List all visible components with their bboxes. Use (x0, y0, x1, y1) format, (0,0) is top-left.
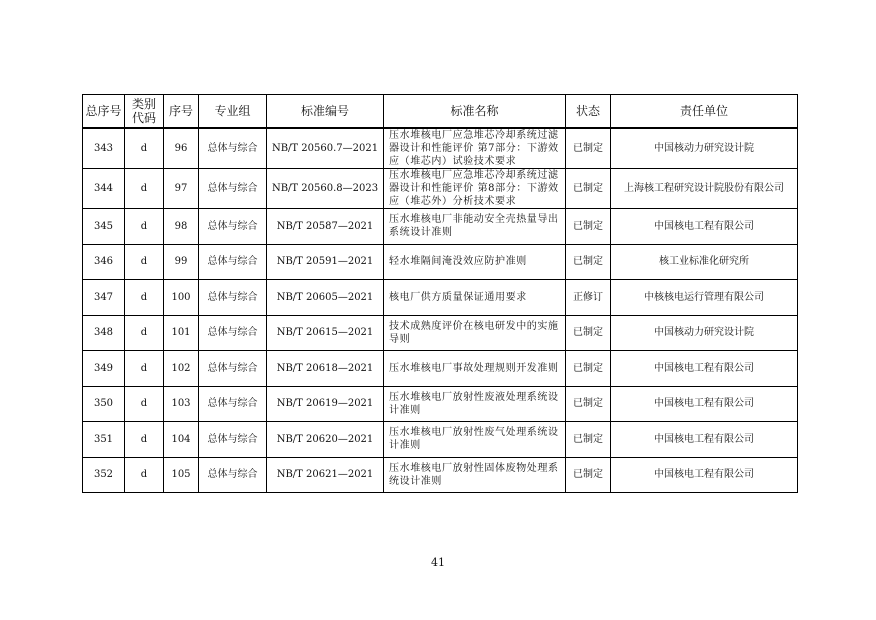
header-group: 专业组 (199, 95, 267, 129)
cell-seq-no: 99 (164, 244, 199, 280)
cell-status: 已制定 (566, 315, 611, 351)
cell-responsible-unit: 核工业标准化研究所 (611, 244, 798, 280)
cell-responsible-unit: 中国核电工程有限公司 (611, 351, 798, 387)
cell-responsible-unit: 上海核工程研究设计院股份有限公司 (611, 169, 798, 209)
cell-standard-no: NB/T 20620—2021 (267, 422, 384, 458)
cell-status: 已制定 (566, 169, 611, 209)
cell-responsible-unit: 中国核动力研究设计院 (611, 315, 798, 351)
cell-seq-no: 100 (164, 280, 199, 316)
header-status: 状态 (566, 95, 611, 129)
cell-standard-no: NB/T 20591—2021 (267, 244, 384, 280)
cell-status: 已制定 (566, 422, 611, 458)
cell-standard-name: 压水堆核电厂事故处理规则开发准则 (384, 351, 566, 387)
cell-standard-no: NB/T 20587—2021 (267, 209, 384, 245)
cell-status: 已制定 (566, 244, 611, 280)
cell-responsible-unit: 中国核电工程有限公司 (611, 209, 798, 245)
cell-standard-name: 核电厂供方质量保证通用要求 (384, 280, 566, 316)
cell-responsible-unit: 中核核电运行管理有限公司 (611, 280, 798, 316)
cell-category-code: d (125, 351, 164, 387)
cell-seq-no: 103 (164, 386, 199, 422)
cell-total-no: 348 (83, 315, 125, 351)
cell-category-code: d (125, 422, 164, 458)
cell-seq-no: 105 (164, 457, 199, 493)
cell-seq-no: 102 (164, 351, 199, 387)
table-row (83, 315, 798, 351)
cell-standard-name: 压水堆核电厂应急堆芯冷却系统过滤器设计和性能评价 第8部分：下游效应（堆芯外）分析技术要求 (384, 169, 566, 209)
cell-status: 已制定 (566, 386, 611, 422)
cell-responsible-unit: 中国核电工程有限公司 (611, 457, 798, 493)
cell-group: 总体与综合 (199, 244, 267, 280)
cell-seq-no: 98 (164, 209, 199, 245)
cell-category-code: d (125, 128, 164, 169)
cell-standard-no: NB/T 20621—2021 (267, 457, 384, 493)
header-row (83, 95, 798, 129)
header-standard-name: 标准名称 (384, 95, 566, 129)
cell-standard-name: 轻水堆隔间淹没效应防护准则 (384, 244, 566, 280)
cell-seq-no: 104 (164, 422, 199, 458)
header-category-code: 类别代码 (125, 95, 164, 129)
cell-seq-no: 97 (164, 169, 199, 209)
table-row (83, 386, 798, 422)
header-seq-no: 序号 (164, 95, 199, 129)
cell-standard-no: NB/T 20618—2021 (267, 351, 384, 387)
cell-status: 已制定 (566, 209, 611, 245)
cell-total-no: 349 (83, 351, 125, 387)
table-row (83, 128, 798, 169)
cell-status: 已制定 (566, 351, 611, 387)
header-standard-no: 标准编号 (267, 95, 384, 129)
cell-standard-no: NB/T 20560.7—2021 (267, 128, 384, 169)
cell-seq-no: 96 (164, 128, 199, 169)
cell-category-code: d (125, 386, 164, 422)
cell-category-code: d (125, 209, 164, 245)
cell-total-no: 351 (83, 422, 125, 458)
cell-total-no: 350 (83, 386, 125, 422)
cell-group: 总体与综合 (199, 351, 267, 387)
cell-total-no: 344 (83, 169, 125, 209)
cell-status: 已制定 (566, 128, 611, 169)
cell-group: 总体与综合 (199, 169, 267, 209)
cell-group: 总体与综合 (199, 457, 267, 493)
cell-group: 总体与综合 (199, 422, 267, 458)
table-row (83, 209, 798, 245)
cell-category-code: d (125, 169, 164, 209)
cell-category-code: d (125, 280, 164, 316)
cell-standard-no: NB/T 20619—2021 (267, 386, 384, 422)
cell-group: 总体与综合 (199, 386, 267, 422)
cell-standard-name: 压水堆核电厂非能动安全壳热量导出系统设计准则 (384, 209, 566, 245)
table-row (83, 351, 798, 387)
cell-total-no: 345 (83, 209, 125, 245)
cell-seq-no: 101 (164, 315, 199, 351)
cell-group: 总体与综合 (199, 128, 267, 169)
cell-responsible-unit: 中国核电工程有限公司 (611, 386, 798, 422)
page-number: 41 (431, 556, 445, 569)
cell-group: 总体与综合 (199, 280, 267, 316)
cell-standard-no: NB/T 20615—2021 (267, 315, 384, 351)
cell-standard-name: 技术成熟度评价在核电研发中的实施导则 (384, 315, 566, 351)
table-row (83, 280, 798, 316)
cell-status: 正修订 (566, 280, 611, 316)
cell-total-no: 346 (83, 244, 125, 280)
cell-standard-name: 压水堆核电厂应急堆芯冷却系统过滤器设计和性能评价 第7部分：下游效应（堆芯内）试验技术要求 (384, 128, 566, 169)
cell-total-no: 347 (83, 280, 125, 316)
cell-responsible-unit: 中国核电工程有限公司 (611, 422, 798, 458)
cell-status: 已制定 (566, 457, 611, 493)
cell-standard-no: NB/T 20605—2021 (267, 280, 384, 316)
cell-responsible-unit: 中国核动力研究设计院 (611, 128, 798, 169)
cell-total-no: 352 (83, 457, 125, 493)
table-row (83, 422, 798, 458)
cell-standard-name: 压水堆核电厂放射性固体废物处理系统设计准则 (384, 457, 566, 493)
standards-table (82, 94, 798, 493)
cell-standard-no: NB/T 20560.8—2023 (267, 169, 384, 209)
table-row (83, 169, 798, 209)
cell-total-no: 343 (83, 128, 125, 169)
cell-group: 总体与综合 (199, 315, 267, 351)
cell-group: 总体与综合 (199, 209, 267, 245)
cell-standard-name: 压水堆核电厂放射性废液处理系统设计准则 (384, 386, 566, 422)
cell-category-code: d (125, 315, 164, 351)
header-total-no: 总序号 (83, 95, 125, 129)
table-row (83, 457, 798, 493)
cell-category-code: d (125, 244, 164, 280)
cell-standard-name: 压水堆核电厂放射性废气处理系统设计准则 (384, 422, 566, 458)
header-responsible-unit: 责任单位 (611, 95, 798, 129)
table-row (83, 244, 798, 280)
cell-category-code: d (125, 457, 164, 493)
